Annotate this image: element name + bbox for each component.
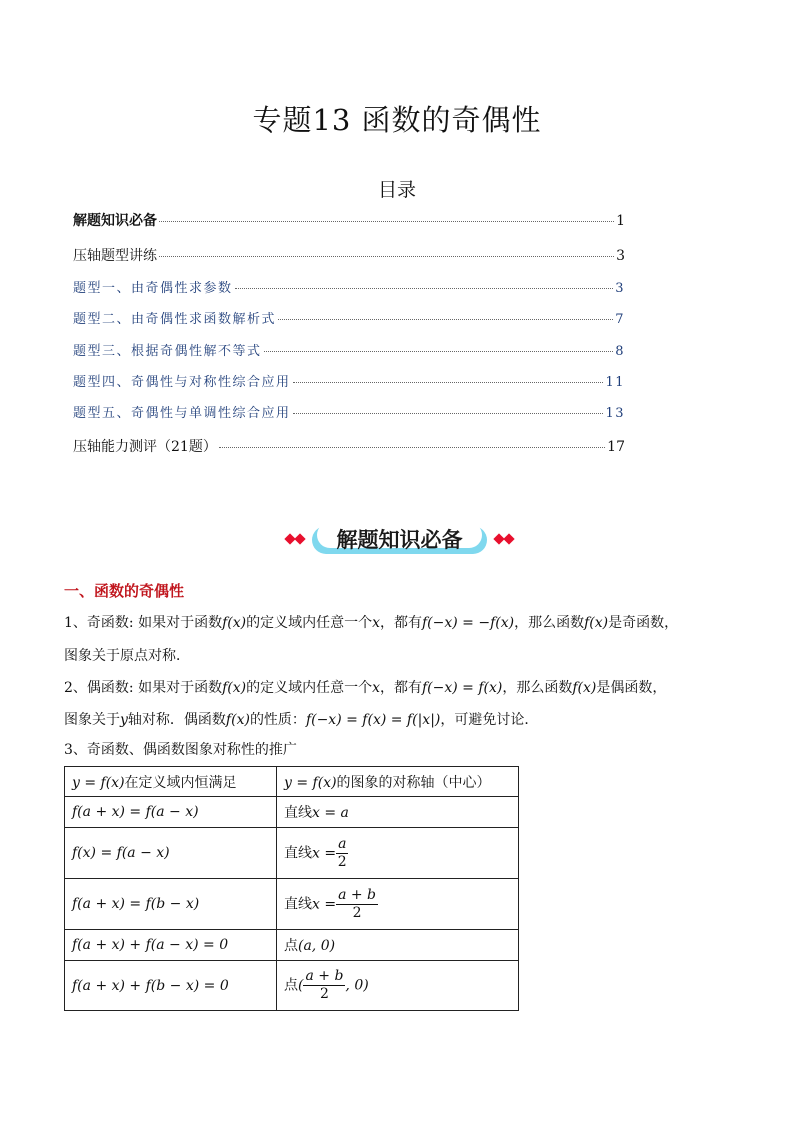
- text: 点: [284, 938, 298, 954]
- table-header-cell: [65, 767, 277, 797]
- fraction: [303, 968, 345, 1003]
- document-title: 专题13 函数的奇偶性: [252, 103, 542, 137]
- diamond-icon: [503, 533, 514, 544]
- symmetry-cell: [277, 930, 519, 961]
- toc-heading: 目录: [377, 179, 416, 201]
- banner-title: 解题知识必备: [336, 528, 463, 552]
- condition-cell: f(a + x) = f(a − x): [65, 797, 277, 828]
- toc-item[interactable]: [73, 436, 625, 456]
- toc-item-page: 3: [616, 248, 625, 264]
- text: 直线: [284, 805, 312, 821]
- text: ，都有: [380, 615, 422, 631]
- toc-leader: [219, 447, 605, 448]
- toc-item-page: 8: [615, 344, 625, 359]
- math: f(−x) = f(x): [422, 680, 503, 696]
- toc-item[interactable]: [73, 308, 625, 327]
- toc-item-label: 题型二、由奇偶性求函数解析式: [73, 312, 277, 327]
- diamond-icon: [294, 533, 305, 544]
- condition-cell: f(a + x) = f(b − x): [65, 879, 277, 930]
- math: f(x): [225, 712, 250, 728]
- toc-item-label: 压轴能力测评（21题）: [73, 439, 217, 455]
- text: 在定义域内恒满足: [124, 774, 237, 791]
- math: x: [372, 615, 380, 631]
- toc-item-label: 压轴题型讲练: [73, 248, 157, 264]
- toc-item[interactable]: [73, 402, 625, 421]
- math: x = a: [312, 805, 349, 821]
- toc-item[interactable]: [73, 245, 625, 265]
- toc-item[interactable]: [73, 340, 625, 359]
- toc-leader: [159, 221, 614, 222]
- table-row: [65, 797, 519, 828]
- math: f(x): [584, 615, 609, 631]
- math: f(x): [222, 615, 247, 631]
- math: f(x): [222, 680, 247, 696]
- odd-function-definition: [64, 613, 734, 633]
- text: 1、奇函数: 如果对于函数: [64, 615, 223, 631]
- text: ，都有: [380, 680, 422, 696]
- text: 直线: [284, 896, 312, 912]
- denominator: 2: [337, 853, 347, 870]
- toc-item-page: 1: [616, 213, 625, 229]
- math: f(x): [572, 680, 597, 696]
- text: ，可避免讨论．: [440, 712, 539, 728]
- math: , 0): [345, 977, 369, 994]
- even-function-definition: [64, 678, 734, 698]
- math: f(−x) = f(x) = f(|x|): [305, 712, 441, 728]
- fraction: [336, 887, 378, 922]
- toc-leader: [278, 319, 613, 320]
- math: x =: [312, 896, 337, 912]
- toc-leader: [235, 288, 614, 289]
- math: y = f(x): [284, 774, 337, 791]
- fraction: [336, 836, 348, 871]
- toc-item-label: 题型五、奇偶性与单调性综合应用: [73, 406, 291, 421]
- toc-item-page: 11: [605, 375, 625, 390]
- numerator: a: [338, 835, 347, 852]
- table-header-row: [65, 767, 519, 797]
- table-row: [65, 828, 519, 879]
- odd-function-symmetry: 图象关于原点对称．: [64, 648, 190, 664]
- toc-item-label: 解题知识必备: [73, 213, 157, 229]
- symmetry-cell: [277, 961, 519, 1011]
- numerator: a + b: [338, 886, 377, 903]
- text: 的定义域内任意一个: [246, 680, 373, 696]
- text: 的图象的对称轴（中心）: [336, 774, 491, 791]
- text: 点: [284, 977, 298, 994]
- condition-cell: f(a + x) + f(a − x) = 0: [65, 930, 277, 961]
- text: ，那么函数: [502, 680, 573, 696]
- toc-item-label: 题型三、根据奇偶性解不等式: [73, 344, 262, 359]
- math: y: [120, 712, 128, 728]
- table-header-cell: [277, 767, 519, 797]
- toc-item-label: 题型四、奇偶性与对称性综合应用: [73, 375, 291, 390]
- toc-item-page: 7: [615, 312, 625, 327]
- symmetry-generalization-heading: 3、奇函数、偶函数图象对称性的推广: [64, 742, 297, 758]
- symmetry-cell: [277, 828, 519, 879]
- text: 图象关于: [64, 712, 120, 728]
- condition-cell: f(a + x) + f(b − x) = 0: [65, 961, 277, 1011]
- toc-item[interactable]: [73, 371, 625, 390]
- numerator: a + b: [305, 968, 344, 984]
- text: ，那么函数: [514, 615, 585, 631]
- math: f(−x) = −f(x): [422, 615, 515, 631]
- symmetry-cell: [277, 879, 519, 930]
- toc-item[interactable]: [73, 277, 625, 296]
- toc-item[interactable]: [73, 210, 625, 230]
- math: (: [298, 977, 304, 994]
- toc-leader: [159, 256, 614, 257]
- toc-leader: [264, 351, 614, 352]
- symmetry-table: [64, 766, 519, 1011]
- toc-item-label: 题型一、由奇偶性求参数: [73, 281, 233, 296]
- math: x =: [312, 845, 337, 861]
- even-function-property: [64, 710, 734, 730]
- text: 2、偶函数: 如果对于函数: [64, 680, 223, 696]
- text: 轴对称．偶函数: [127, 712, 226, 728]
- toc-leader: [293, 413, 604, 414]
- math: y = f(x): [72, 774, 125, 791]
- text: 的性质：: [249, 712, 306, 728]
- text: 是偶函数，: [596, 680, 667, 696]
- math: (a, 0): [298, 938, 336, 954]
- math: x: [372, 680, 380, 696]
- toc-leader: [293, 382, 604, 383]
- symmetry-cell: [277, 797, 519, 828]
- text: 是奇函数，: [608, 615, 679, 631]
- toc-item-page: 3: [615, 281, 625, 296]
- denominator: 2: [319, 986, 329, 1002]
- condition-cell: f(x) = f(a − x): [65, 828, 277, 879]
- denominator: 2: [352, 904, 362, 921]
- table-row: [65, 961, 519, 1011]
- table-row: [65, 879, 519, 930]
- toc-item-page: 17: [607, 439, 625, 455]
- text: 直线: [284, 845, 312, 861]
- section-banner: [282, 522, 517, 558]
- text: 的定义域内任意一个: [246, 615, 373, 631]
- toc-item-page: 13: [605, 406, 625, 421]
- section-heading: 一、函数的奇偶性: [64, 582, 185, 600]
- table-row: [65, 930, 519, 961]
